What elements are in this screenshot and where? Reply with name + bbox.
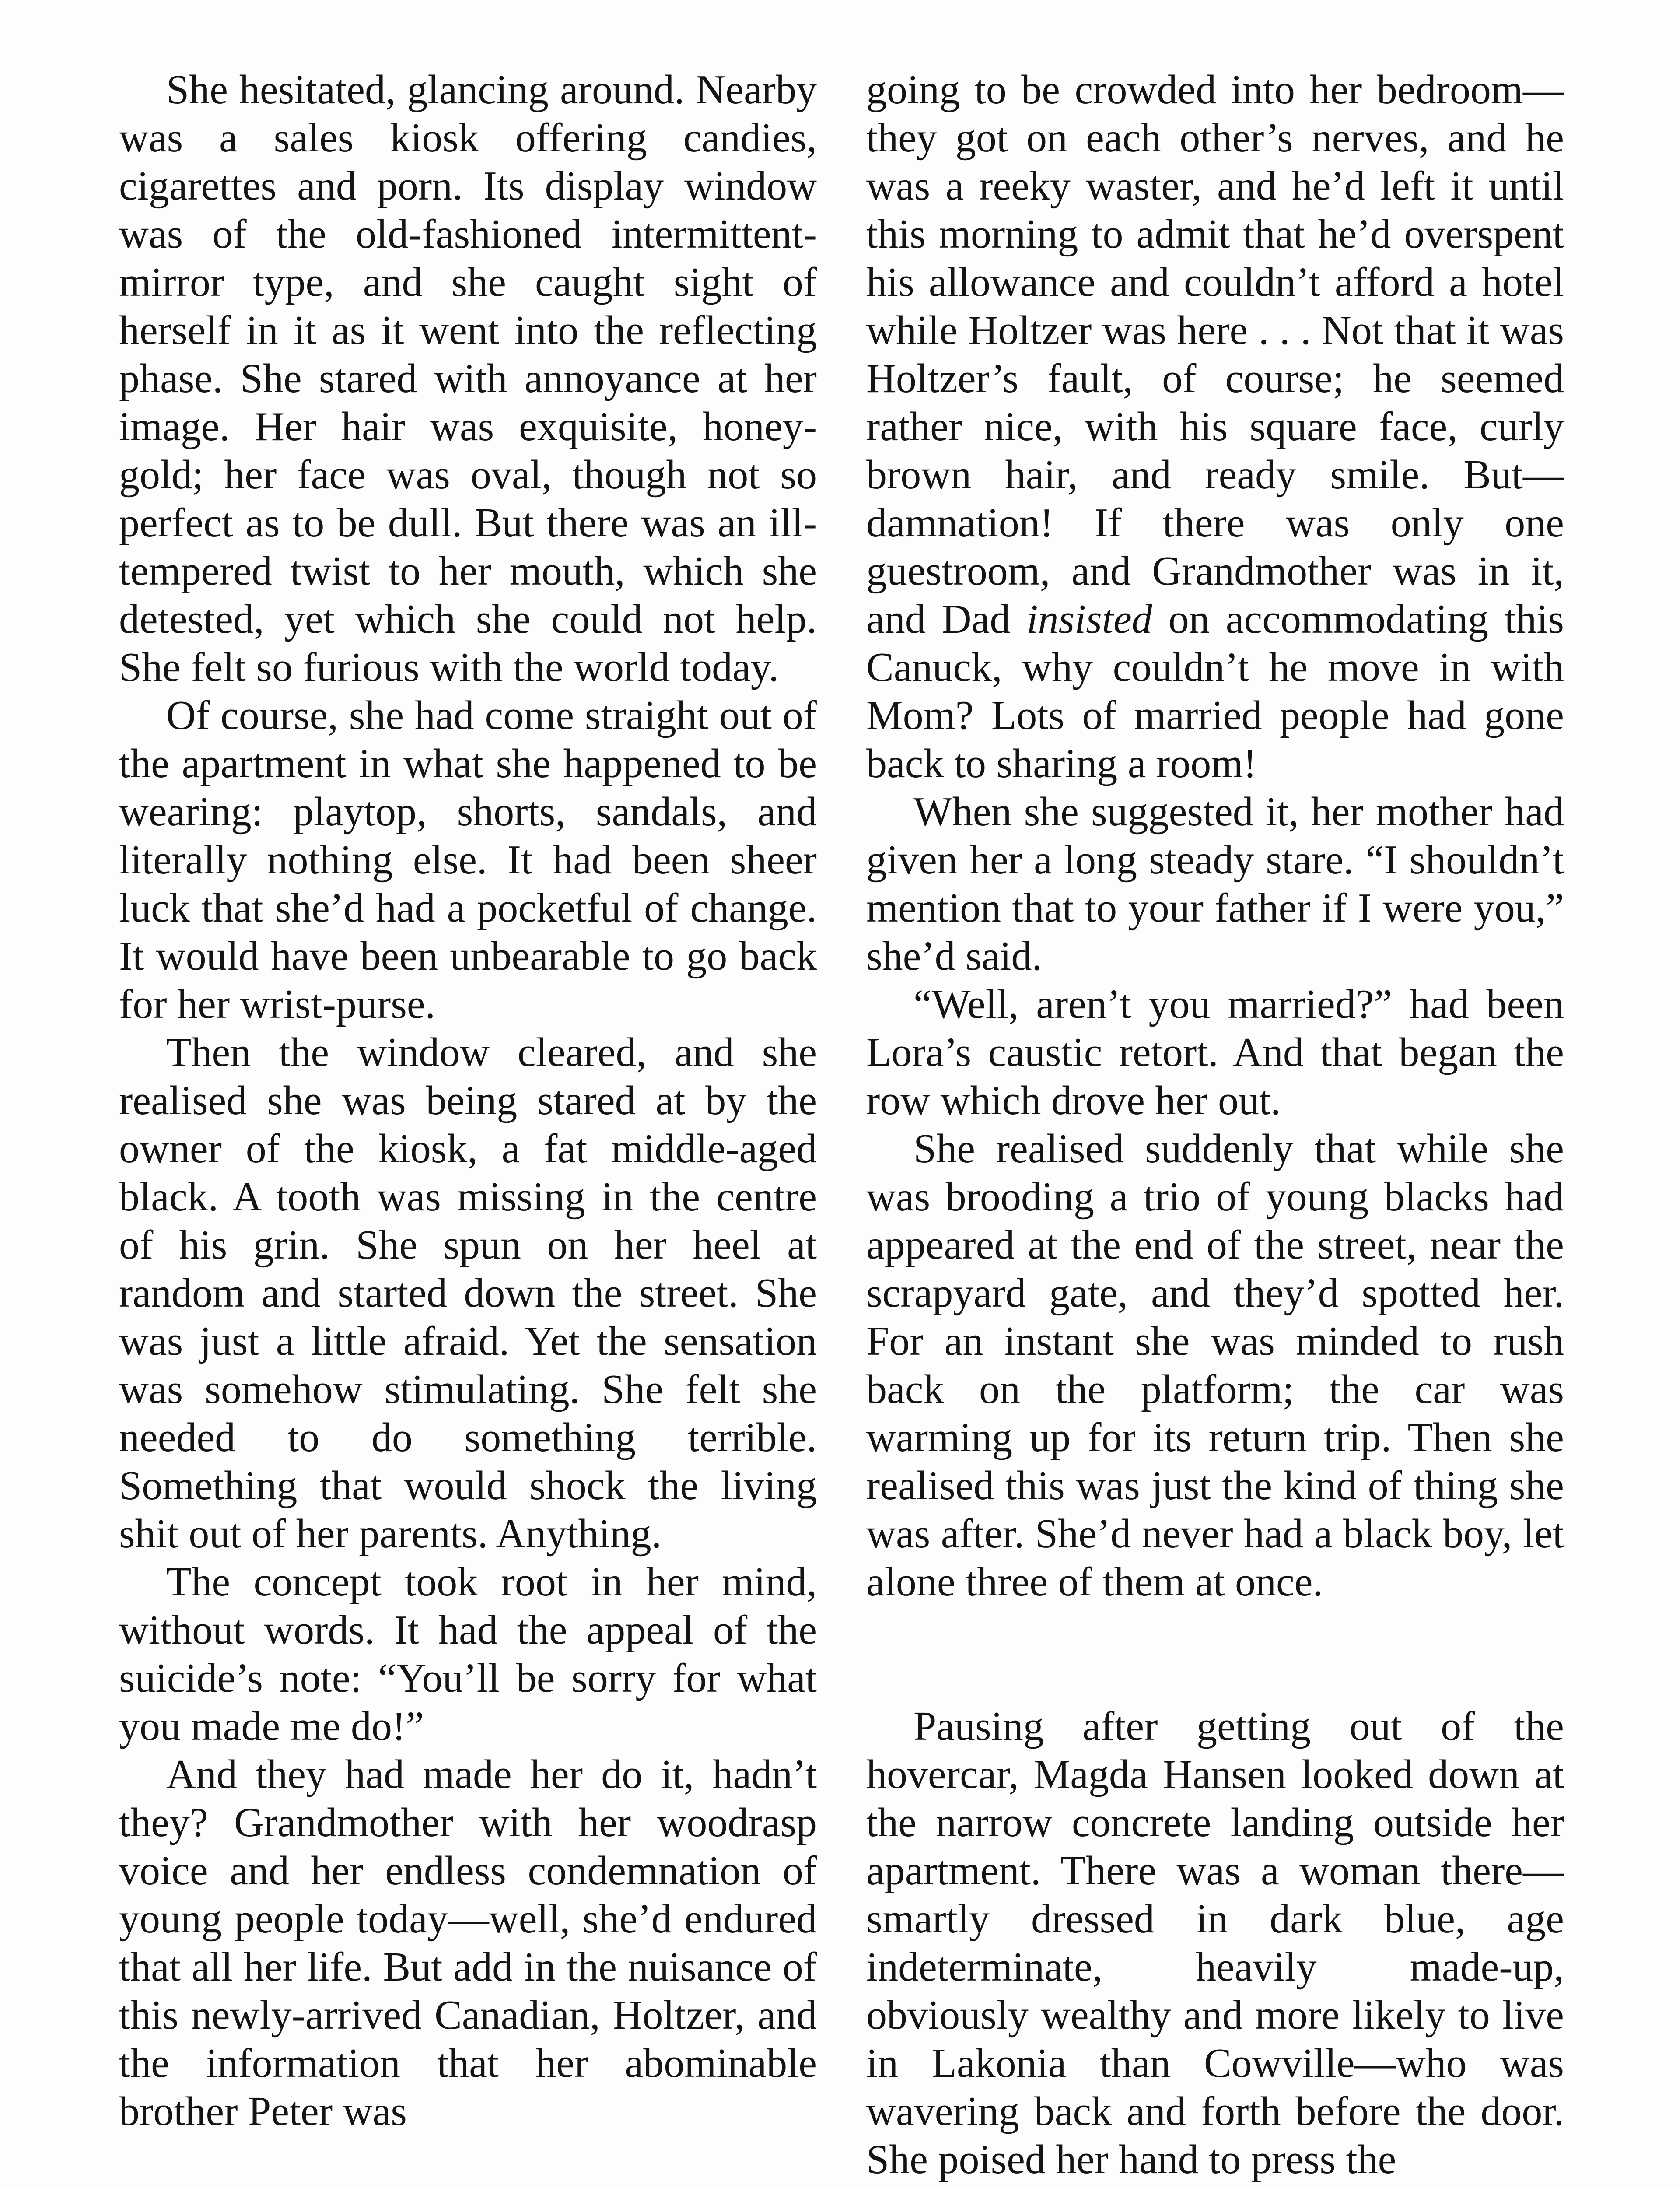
continued-text-end: on accommodating this Canuck, why couldn’t he move in with Mom? Lots of married people had gone back to sharing a room! (866, 596, 1564, 786)
emphasized-word: insisted (1026, 596, 1152, 642)
continued-text: going to be crowded into her bedroom—they got on each other’s nerves, and he was a reeky waster, and he’d left it until this morning to admit that he’d overspent his allowance and couldn’t afford a hotel while Holtzer was here . . . Not that it was Holtzer’s fault, of course; he seemed rather nice, with his square face, curly brown hair, and ready smile. But—damnation! If there was only one guestroom, and Grandmother was in it, and Dad (866, 67, 1564, 642)
right-text-column (866, 66, 1564, 2184)
paragraph: She realised suddenly that while she was brooding a trio of young blacks had appeared at the end of the street, near the scrapyard gate, and they’d spotted her. For an instant she was minded to rush back on the platform; the car was warming up for its return trip. Then she realised this was just the kind of thing she was after. She’d never had a black boy, let alone three of them at once. (866, 1126, 1564, 1605)
paragraph: Pausing after getting out of the hovercar, Magda Hansen looked down at the narrow concrete landing outside her apartment. There was a woman there—smartly dressed in dark blue, age indeterminate, heavily made-up, obviously wealthy and more likely to live in Lakonia than Cowville—who was wavering back and forth before the door. She poised her hand to press the (866, 1704, 1564, 2182)
paragraph: She hesitated, glancing around. Nearby was a sales kiosk offering candies, cigarettes and porn. Its display window was of the old-fashioned intermittent-mirror type, and she caught sight of herself in it as it went into the reflecting phase. She stared with annoyance at her image. Her hair was exquisite, honey-gold; her face was oval, though not so perfect as to be dull. But there was an ill-tempered twist to her mouth, which she detested, yet which she could not help. She felt so furious with the world today. (119, 67, 817, 690)
section-break (866, 1606, 1564, 1702)
paragraph: Of course, she had come straight out of the apartment in what she happened to be wearing: playtop, shorts, sandals, and literally nothing else. It had been sheer luck that she’d had a pocketful of change. It would have been unbearable to go back for her wrist-purse. (119, 693, 817, 1027)
continued-paragraph (866, 66, 1564, 788)
paragraph: When she suggested it, her mother had given her a long steady stare. “I shouldn’t mention that to your father if I were you,” she’d said. (866, 789, 1564, 979)
paragraph: Then the window cleared, and she realised she was being stared at by the owner of the kiosk, a fat middle-aged black. A tooth was missing in the centre of his grin. She spun on her heel at random and started down the street. She was just a little afraid. Yet the sensation was somehow stimulating. She felt she needed to do something terrible. Something that would shock the living shit out of her parents. Anything. (119, 1030, 817, 1557)
left-text-column (119, 66, 817, 2135)
paragraph: The concept took root in her mind, without words. It had the appeal of the suicide’s note: “You’ll be sorry for what you made me do!” (119, 1559, 817, 1749)
paragraph: And they had made her do it, hadn’t they? Grandmother with her woodrasp voice and her endless condemnation of young people today—well, she’d endured that all her life. But add in the nuisance of this newly-arrived Canadian, Holtzer, and the information that her abominable brother Peter was (119, 1752, 817, 2134)
paragraph: “Well, aren’t you married?” had been Lora’s caustic retort. And that began the row which drove her out. (866, 982, 1564, 1123)
